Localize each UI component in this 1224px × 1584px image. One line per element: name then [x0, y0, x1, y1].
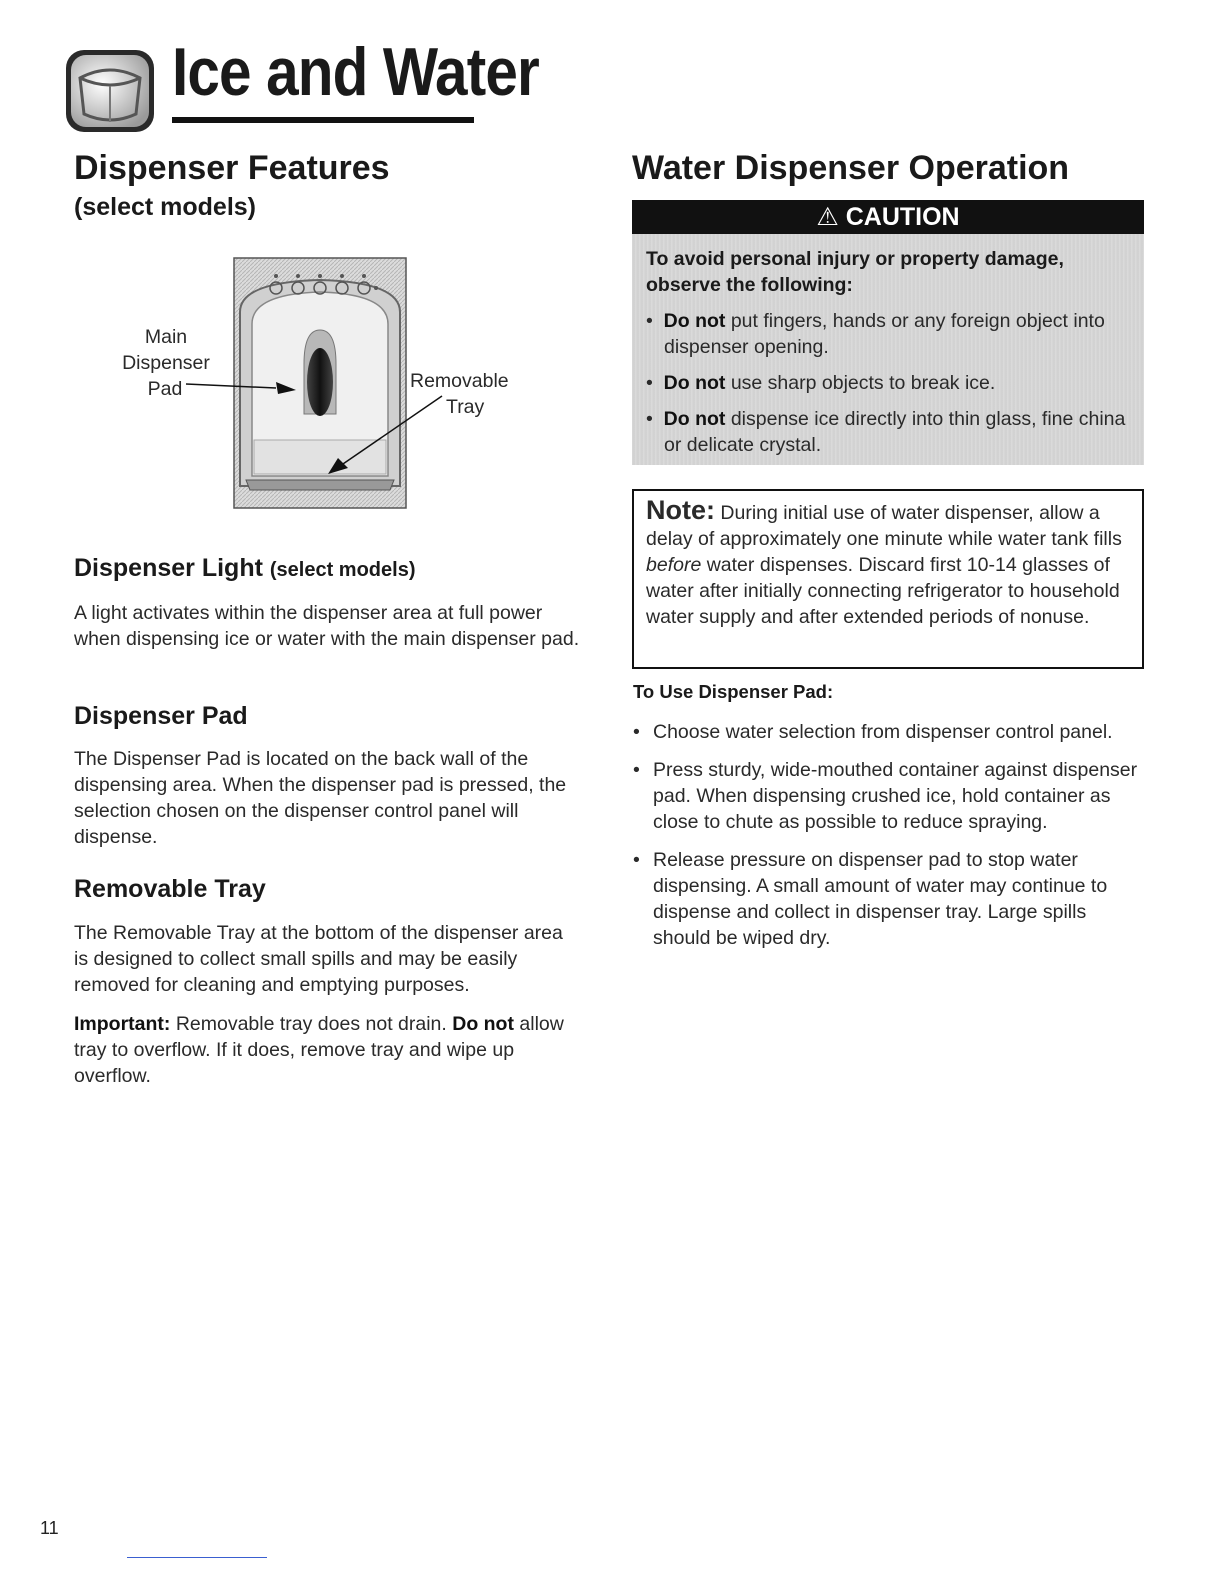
caution-body: [632, 234, 1144, 465]
dispenser-pad-text: The Dispenser Pad is located on the back wall of the dispensing area. When the dispenser pad is pressed, the selection chosen on the dispenser control panel will dispense.: [74, 748, 567, 848]
caution-intro: To avoid personal injury or property damage, observe the following:: [646, 248, 1064, 296]
use-pad-title: To Use Dispenser Pad:: [633, 681, 834, 702]
note-label: Note:: [646, 495, 715, 525]
dispenser-light-text: A light activates within the dispenser area at full power when dispensing ice or water with the main dispenser pad.: [74, 602, 580, 650]
removable-tray-title: Removable Tray: [74, 875, 266, 903]
ice-cube-icon: [64, 48, 156, 134]
title-underline: [172, 117, 474, 123]
features-subtitle: (select models): [74, 193, 257, 221]
caution-box: [632, 200, 1144, 465]
dispenser-light-title: Dispenser Light (select models): [74, 554, 416, 582]
list-item: • Release pressure on dispenser pad to stop water dispensing. A small amount of water may continue to dispense and collect in dispenser tray. Large spills should be wiped dry.: [633, 847, 1145, 951]
caution-header: ⚠ CAUTION: [632, 200, 1144, 234]
page-number: 11: [40, 1518, 59, 1538]
label-main-2: Dispenser: [122, 352, 210, 374]
list-item: • Choose water selection from dispenser control panel.: [633, 719, 1145, 745]
label-tray-1: Removable: [410, 370, 509, 392]
caution-item: • Do not dispense ice directly into thin glass, fine china or delicate crystal.: [646, 408, 1126, 456]
use-pad-list: [633, 719, 1145, 951]
label-main-3: Pad: [147, 378, 183, 400]
warning-triangle-icon: ⚠: [816, 203, 839, 231]
leader-lines: [180, 370, 450, 480]
label-tray-2: Tray: [446, 396, 485, 418]
caution-item: • Do not put fingers, hands or any foreign object into dispenser opening.: [646, 310, 1105, 358]
footer-rule: [127, 1557, 267, 1558]
important-note: Important: Removable tray does not drain. Do not allow tray to overflow. If it does, remove tray and wipe up overflow.: [74, 1013, 564, 1087]
removable-tray-text: The Removable Tray at the bottom of the dispenser area is designed to collect small spills and may be easily removed for cleaning and emptying purposes.: [74, 922, 563, 996]
note-box: Note: During initial use of water dispenser, allow a delay of approximately one minute while water tank fills before water dispenses. Discard first 10-14 glasses of water after initially connecting refrigerator to household water supply and after extended periods of nonuse.: [632, 489, 1144, 669]
dispenser-pad-title: Dispenser Pad: [74, 702, 248, 730]
label-main-1: Main: [144, 326, 188, 348]
caution-item: • Do not use sharp objects to break ice.: [646, 372, 996, 394]
water-operation-title: Water Dispenser Operation: [632, 149, 1070, 187]
list-item: • Press sturdy, wide-mouthed container against dispenser pad. When dispensing crushed ice, hold container as close to chute as possible to reduce spraying.: [633, 757, 1145, 835]
page-title: Ice and Water: [172, 34, 539, 110]
features-title: Dispenser Features: [74, 149, 390, 187]
